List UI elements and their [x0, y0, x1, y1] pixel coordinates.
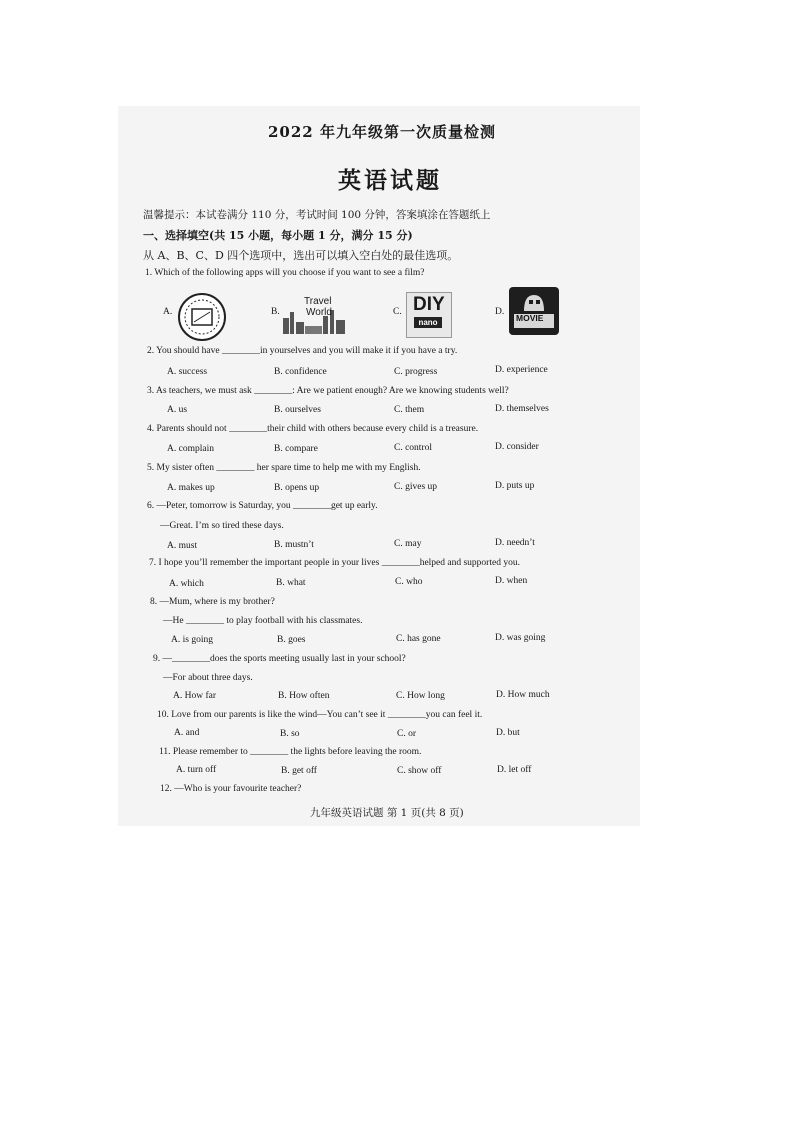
q4-option-d: D. consider — [495, 442, 539, 452]
question-6-stem: 6. —Peter, tomorrow is Saturday, you ________get up early. — [147, 501, 378, 511]
q2-option-b: B. confidence — [274, 367, 327, 377]
question-6-reply: —Great. I’m so tired these days. — [160, 521, 284, 531]
q7-option-a: A. which — [169, 579, 204, 589]
q10-option-d: D. but — [496, 728, 520, 738]
question-10-stem: 10. Love from our parents is like the wind—You can’t see it ________you can feel it. — [157, 710, 483, 720]
question-8-reply: —He ________ to play football with his classmates. — [163, 616, 363, 626]
q9-option-a: A. How far — [173, 691, 217, 701]
q8-option-a: A. is going — [171, 635, 213, 645]
q1-label-a: A. — [163, 307, 173, 317]
q3-option-d: D. themselves — [495, 404, 549, 414]
q6-option-c: C. may — [394, 539, 422, 549]
exam-tip: 温馨提示：本试卷满分 110 分，考试时间 100 分钟，答案填涂在答题纸上 — [143, 209, 491, 221]
q1-label-d: D. — [495, 307, 505, 317]
question-2-stem: 2. You should have ________in yourselves and you will make it if you have a try. — [147, 346, 458, 356]
q11-option-c: C. show off — [397, 766, 442, 776]
q6-option-d: D. needn’t — [495, 538, 535, 548]
question-3-stem: 3. As teachers, we must ask ________: Are we patient enough? Are we knowing students well? — [147, 386, 509, 396]
q11-option-a: A. turn off — [176, 765, 217, 775]
q10-option-c: C. or — [397, 729, 416, 739]
app-icon-a-emblem — [177, 292, 227, 342]
q9-option-d: D. How much — [496, 690, 550, 700]
q4-option-b: B. compare — [274, 444, 318, 454]
q3-option-a: A. us — [167, 405, 188, 415]
question-9-reply: —For about three days. — [163, 673, 253, 683]
q2-option-d: D. experience — [495, 365, 548, 375]
q8-option-d: D. was going — [495, 633, 546, 643]
q5-option-c: C. gives up — [394, 482, 438, 492]
q11-option-b: B. get off — [281, 766, 317, 776]
q1-label-b: B. — [271, 307, 280, 317]
q10-option-b: B. so — [280, 729, 300, 739]
question-4-stem: 4. Parents should not ________their child with others because every child is a treasure. — [147, 424, 479, 434]
q3-option-c: C. them — [394, 405, 425, 415]
q9-option-c: C. How long — [396, 691, 445, 701]
question-11-stem: 11. Please remember to ________ the lights before leaving the room. — [159, 747, 422, 757]
q5-option-a: A. makes up — [167, 483, 215, 493]
app-icon-d-text: MOVIE — [516, 313, 544, 323]
question-5-stem: 5. My sister often ________ her spare time to help me with my English. — [147, 463, 421, 473]
question-8-stem: 8. —Mum, where is my brother? — [150, 597, 275, 607]
question-1-stem: 1. Which of the following apps will you choose if you want to see a film? — [145, 268, 425, 278]
section-title: 一、选择填空(共 15 小题，每小题 1 分，满分 15 分) — [143, 229, 413, 242]
page-footer: 九年级英语试题 第 1 页(共 8 页) — [310, 807, 464, 819]
app-icon-b-text-1: Travel — [304, 296, 332, 307]
q5-option-d: D. puts up — [495, 481, 535, 491]
q10-option-a: A. and — [174, 728, 200, 738]
app-icon-d-movie — [509, 287, 559, 335]
q6-option-a: A. must — [167, 541, 198, 551]
q8-option-b: B. goes — [277, 635, 306, 645]
q6-option-b: B. mustn’t — [274, 540, 314, 550]
q3-option-b: B. ourselves — [274, 405, 321, 415]
q7-option-c: C. who — [395, 577, 423, 587]
app-icon-c-text-2: nano — [414, 317, 442, 328]
question-12-stem: 12. —Who is your favourite teacher? — [160, 784, 302, 794]
app-icon-b-text-2: World — [306, 307, 332, 318]
exam-title: 2022 年九年级第一次质量检测 — [268, 123, 496, 141]
q9-option-b: B. How often — [278, 691, 330, 701]
q4-option-a: A. complain — [167, 444, 214, 454]
q5-option-b: B. opens up — [274, 483, 320, 493]
q11-option-d: D. let off — [497, 765, 532, 775]
q7-option-b: B. what — [276, 578, 306, 588]
q8-option-c: C. has gone — [396, 634, 441, 644]
q2-option-c: C. progress — [394, 367, 438, 377]
exam-subject: 英语试题 — [338, 167, 442, 194]
question-9-stem: 9. —________does the sports meeting usually last in your school? — [153, 654, 406, 664]
q7-option-d: D. when — [495, 576, 528, 586]
app-icon-c-text-1: DIY — [413, 294, 445, 315]
q2-option-a: A. success — [167, 367, 208, 377]
q1-label-c: C. — [393, 307, 402, 317]
question-7-stem: 7. I hope you’ll remember the important people in your lives ________helped and supported you. — [149, 558, 520, 568]
section-instruction: 从 A、B、C、D 四个选项中，选出可以填入空白处的最佳选项。 — [143, 249, 459, 262]
q4-option-c: C. control — [394, 443, 432, 453]
